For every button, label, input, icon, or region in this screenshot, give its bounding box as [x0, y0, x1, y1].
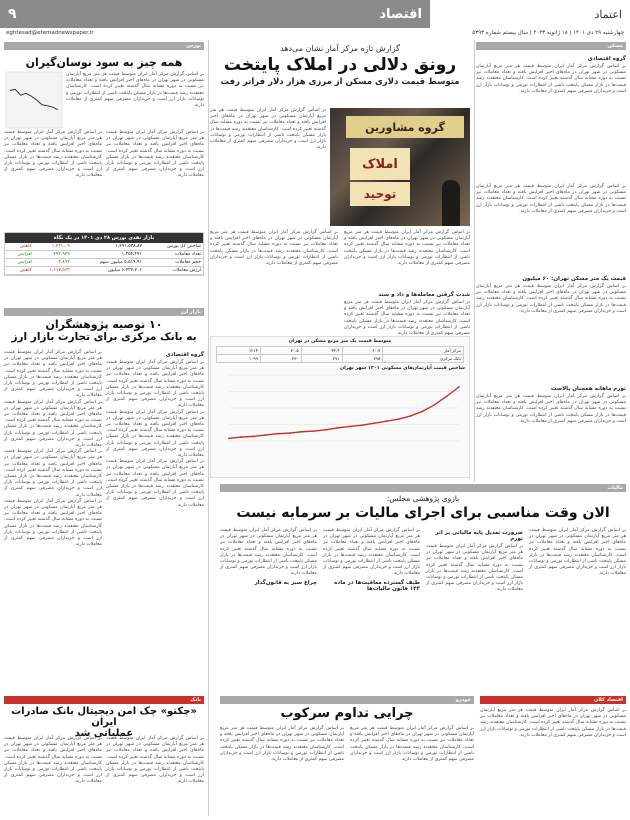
arz-columns	[4, 350, 204, 696]
date-line: چهارشنبه ۲۹ دی ۱۴۰۱ | ۱۸ ژانویه ۲۰۲۳ | سال بیستم شماره ۵۳۹۳	[472, 30, 624, 36]
table-cell: حجم معاملات	[144, 259, 203, 267]
chart-series-line	[229, 387, 459, 438]
chart-point	[264, 434, 266, 436]
lead-col-b	[210, 230, 338, 338]
khodro-col-1: بر اساس گزارش مرکز آمار ایران متوسط قیمت هر متر مربع آپارتمان مسکونی در شهر تهران در ماه‌های اخیر افزایش یافته و تعداد معاملات نیز نسبت به دوره مشابه سال گذشته تغییر کرده است. کارشناسان معتقدند رشد قیمت‌ها در بازار مسکن پایتخت ناشی از انتظارات تورمی و نوسانات بازار ارز است و خریداران مصرفی سهم کمتری از معاملات دارند.	[350, 726, 474, 763]
maliat-col-1	[529, 528, 626, 690]
bank-title-2: عملیاتی شد	[74, 728, 134, 739]
lead-body-1: بر اساس گزارش مرکز آمار ایران متوسط قیمت هر متر مربع آپارتمان مسکونی در شهر تهران در ماه‌های اخیر افزایش یافته و تعداد معاملات نیز نسبت به دوره مشابه سال گذشته تغییر کرده است. کارشناسان معتقدند رشد قیمت‌ها در بازار مسکن پایتخت ناشی از انتظارات تورمی و نوسانات بازار ارز است و خریداران مصرفی سهم کمتری از معاملات دارند.	[210, 108, 326, 151]
maliat-col-4	[220, 528, 317, 690]
chart-point	[458, 386, 460, 388]
chart-point	[289, 432, 291, 434]
table-row	[5, 259, 203, 267]
table-cell: افزایش	[5, 251, 34, 259]
lead-title: رونق دلالی در املاک پایتخت	[223, 55, 457, 75]
table-row	[5, 267, 203, 275]
bourse-text-c: بر اساس گزارش مرکز آمار ایران متوسط قیمت هر متر مربع آپارتمان مسکونی در شهر تهران در ماه‌های اخیر افزایش یافته و تعداد معاملات نیز نسبت به دوره مشابه سال گذشته تغییر کرده است. کارشناسان معتقدند رشد قیمت‌ها در بازار مسکن پایتخت ناشی از انتظارات تورمی و نوسانات بازار ارز است و خریداران مصرفی سهم کمتری از معاملات دارند.	[106, 130, 204, 179]
maskan-byline: گروه اقتصادی	[587, 56, 626, 62]
maliat-sub-2: طیف گسترده معافیت‌ها در ماده ۱۴۳ قانون مالیات‌ها	[334, 579, 420, 592]
table-cell: ارزش معاملات	[144, 267, 203, 275]
table-cell: ۶،۴۳۷،۷۰۶ میلیون	[72, 267, 144, 275]
bourse-table-title: بازار نقدی بورس ۲۸ دی ۱۴۰۱ در یک نگاه	[5, 233, 203, 243]
lead-col-b-text: بر اساس گزارش مرکز آمار ایران متوسط قیمت هر متر مربع آپارتمان مسکونی در شهر تهران در ماه‌های اخیر افزایش یافته و تعداد معاملات نیز نسبت به دوره مشابه سال گذشته تغییر کرده است. کارشناسان معتقدند رشد قیمت‌ها در بازار مسکن پایتخت ناشی از انتظارات تورمی و نوسانات بازار ارز است و خریداران مصرفی سهم کمتری از معاملات دارند.	[210, 230, 338, 267]
bank-col-1: بر اساس گزارش مرکز آمار ایران متوسط قیمت هر متر مربع آپارتمان مسکونی در شهر تهران در ماه‌های اخیر افزایش یافته و تعداد معاملات نیز نسبت به دوره مشابه سال گذشته تغییر کرده است. کارشناسان معتقدند رشد قیمت‌ها در بازار مسکن پایتخت ناشی از انتظارات تورمی و نوسانات بازار ارز است و خریداران مصرفی سهم کمتری از معاملات دارند.	[106, 736, 204, 785]
lead-col-a-text: بر اساس گزارش مرکز آمار ایران متوسط قیمت هر متر مربع آپارتمان مسکونی در شهر تهران در ماه‌های اخیر افزایش یافته و تعداد معاملات نیز نسبت به دوره مشابه سال گذشته تغییر کرده است. کارشناسان معتقدند رشد قیمت‌ها در بازار مسکن پایتخت ناشی از انتظارات تورمی و نوسانات بازار ارز است و خریداران مصرفی سهم کمتری از معاملات دارند.	[344, 230, 470, 267]
maskan-sub-inflation: تورم ماهانه همچنان بالاست	[550, 386, 626, 392]
photo-sign-amlak: املاک	[350, 148, 410, 180]
arz-title-2: به بانک مرکزی برای تجارت بازار ارز	[11, 331, 197, 343]
chart-point	[337, 427, 339, 429]
table-cell: شاخص کل بورس	[144, 243, 203, 251]
table-cell: افزایش	[5, 259, 34, 267]
maliat-col-3	[323, 528, 420, 690]
chart-point	[252, 435, 254, 437]
arz-col-1-text3: بر اساس گزارش مرکز آمار ایران متوسط قیمت هر متر مربع آپارتمان مسکونی در شهر تهران در ماه‌های اخیر افزایش یافته و تعداد معاملات نیز نسبت به دوره مشابه سال گذشته تغییر کرده است. کارشناسان معتقدند رشد قیمت‌ها در بازار مسکن پایتخت ناشی از انتظارات تورمی و نوسانات بازار ارز است و خریداران مصرفی سهم کمتری از معاملات دارند.	[106, 459, 204, 508]
arz-col-1-text: بر اساس گزارش مرکز آمار ایران متوسط قیمت هر متر مربع آپارتمان مسکونی در شهر تهران در ماه‌های اخیر افزایش یافته و تعداد معاملات نیز نسبت به دوره مشابه سال گذشته تغییر کرده است. کارشناسان معتقدند رشد قیمت‌ها در بازار مسکن پایتخت ناشی از انتظارات تورمی و نوسانات بازار ارز است و خریداران مصرفی سهم کمتری از معاملات دارند.	[106, 360, 204, 409]
arz-col-2-text3: بر اساس گزارش مرکز آمار ایران متوسط قیمت هر متر مربع آپارتمان مسکونی در شهر تهران در ماه‌های اخیر افزایش یافته و تعداد معاملات نیز نسبت به دوره مشابه سال گذشته تغییر کرده است. کارشناسان معتقدند رشد قیمت‌ها در بازار مسکن پایتخت ناشی از انتظارات تورمی و نوسانات بازار ارز است و خریداران مصرفی سهم کمتری از معاملات دارند.	[4, 449, 102, 498]
arz-col-2	[4, 350, 102, 696]
arz-col-2-text: بر اساس گزارش مرکز آمار ایران متوسط قیمت هر متر مربع آپارتمان مسکونی در شهر تهران در ماه‌های اخیر افزایش یافته و تعداد معاملات نیز نسبت به دوره مشابه سال گذشته تغییر کرده است. کارشناسان معتقدند رشد قیمت‌ها در بازار مسکن پایتخت ناشی از انتظارات تورمی و نوسانات بازار ارز است و خریداران مصرفی سهم کمتری از معاملات دارند.	[4, 350, 102, 399]
maskan-text-4: بر اساس گزارش مرکز آمار ایران متوسط قیمت هر متر مربع آپارتمان مسکونی در شهر تهران در ماه‌های اخیر افزایش یافته و تعداد معاملات نیز نسبت به دوره مشابه سال گذشته تغییر کرده است. کارشناسان معتقدند رشد قیمت‌ها در بازار مسکن پایتخت ناشی از انتظارات تورمی و نوسانات بازار ارز است و خریداران مصرفی سهم کمتری از معاملات دارند.	[476, 394, 626, 424]
bank-title-1: «چکتو» چک امن دیجیتال بانک صادرات ایران	[11, 706, 197, 728]
photo-person	[442, 180, 460, 226]
chart-point	[373, 422, 375, 424]
chart-table-title: متوسط قیمت یک متر مربع مسکن در تهران	[288, 339, 392, 344]
maliat-col-3-text: بر اساس گزارش مرکز آمار ایران متوسط قیمت هر متر مربع آپارتمان مسکونی در شهر تهران در ماه‌های اخیر افزایش یافته و تعداد معاملات نیز نسبت به دوره مشابه سال گذشته تغییر کرده است. کارشناسان معتقدند رشد قیمت‌ها در بازار مسکن پایتخت ناشی از انتظارات تورمی و نوسانات بازار ارز است و خریداران مصرفی سهم کمتری از معاملات دارند.	[323, 528, 420, 577]
chart-box	[210, 336, 470, 478]
table-cell: ۵،۵۱۹،۹۱ میلیون سهم	[72, 259, 144, 267]
khodro-columns	[220, 726, 474, 816]
mini-table-cell: ۲۳۰	[260, 355, 301, 363]
email-link[interactable]: eghtesad@etemadnewspaper.ir	[6, 30, 94, 36]
bourse-index-chart	[6, 72, 62, 128]
chart-point	[301, 431, 303, 433]
chart-mini-table	[216, 346, 464, 363]
maliat-title: الان وقت مناسبی برای اجرای مالیات بر سرمایه نیست	[236, 505, 610, 521]
strip-bourse: بورس	[4, 42, 204, 50]
arz-col-1-text2: بر اساس گزارش مرکز آمار ایران متوسط قیمت هر متر مربع آپارتمان مسکونی در شهر تهران در ماه‌های اخیر افزایش یافته و تعداد معاملات نیز نسبت به دوره مشابه سال گذشته تغییر کرده است. کارشناسان معتقدند رشد قیمت‌ها در بازار مسکن پایتخت ناشی از انتظارات تورمی و نوسانات بازار ارز است و خریداران مصرفی سهم کمتری از معاملات دارند.	[106, 409, 204, 459]
price-line-chart	[215, 371, 465, 451]
meta-row	[0, 30, 630, 40]
maliat-col-2	[426, 528, 523, 690]
divider-left	[208, 40, 209, 816]
arz-title-1: ۱۰ توصیه پژوهشگران	[45, 318, 163, 331]
lead-photo	[330, 108, 470, 226]
chart-point	[398, 418, 400, 420]
mini-table-cell: ۴۴.۴	[301, 347, 342, 355]
logo-area	[430, 0, 630, 28]
divider-right	[474, 40, 475, 482]
arz-col-1	[106, 350, 204, 696]
bank-head	[4, 706, 204, 739]
chart-point	[313, 430, 315, 432]
maliat-sub-3: چراغ سبز به قانون‌گذار	[254, 579, 317, 586]
chart-point	[325, 429, 327, 431]
table-row	[5, 251, 203, 259]
lead-col-a	[344, 230, 470, 340]
bourse-table	[4, 232, 204, 276]
mini-table-cell: ۱۰۹۹	[217, 355, 261, 363]
strip-bazaar-arz: بازار ارز	[4, 308, 204, 316]
bourse-chart-bg	[6, 72, 62, 128]
table-cell: ۱،۴۳۱،۰۹	[34, 243, 72, 251]
bourse-table-grid	[5, 243, 203, 275]
section-bar	[0, 0, 430, 28]
maliat-columns	[220, 528, 626, 690]
page-header	[0, 0, 630, 28]
table-cell: ۴۹۲،۹۷۹	[34, 251, 72, 259]
bourse-text-a: بر اساس گزارش مرکز آمار ایران متوسط قیمت هر متر مربع آپارتمان مسکونی در شهر تهران در ماه‌های اخیر افزایش یافته و تعداد معاملات نیز نسبت به دوره مشابه سال گذشته تغییر کرده است. کارشناسان معتقدند رشد قیمت‌ها در بازار مسکن پایتخت ناشی از انتظارات تورمی و نوسانات بازار ارز است و خریداران مصرفی سهم کمتری از معاملات دارند.	[66, 72, 204, 109]
maliat-col-4-text: بر اساس گزارش مرکز آمار ایران متوسط قیمت هر متر مربع آپارتمان مسکونی در شهر تهران در ماه‌های اخیر افزایش یافته و تعداد معاملات نیز نسبت به دوره مشابه سال گذشته تغییر کرده است. کارشناسان معتقدند رشد قیمت‌ها در بازار مسکن پایتخت ناشی از انتظارات تورمی و نوسانات بازار ارز است و خریداران مصرفی سهم کمتری از معاملات دارند.	[220, 528, 317, 577]
maskan-sub-price: قیمت یک متر مسکن تهران: ۶۰ میلیون	[522, 276, 626, 282]
mini-table-cell: ۲۹۸	[342, 355, 383, 363]
section-title: اقتصاد	[379, 6, 422, 22]
mini-table-cell: ۳۰.۵	[260, 347, 301, 355]
table-cell: ۱،۳۵۴،۴۷۱	[72, 251, 144, 259]
chart-point	[361, 424, 363, 426]
arz-col-2-text4: بر اساس گزارش مرکز آمار ایران متوسط قیمت هر متر مربع آپارتمان مسکونی در شهر تهران در ماه‌های اخیر افزایش یافته و تعداد معاملات نیز نسبت به دوره مشابه سال گذشته تغییر کرده است. کارشناسان معتقدند رشد قیمت‌ها در بازار مسکن پایتخت ناشی از انتظارات تورمی و نوسانات بازار ارز است و خریداران مصرفی سهم کمتری از معاملات دارند.	[4, 498, 102, 548]
strip-kalan: اقتصاد کلان	[480, 696, 626, 704]
chart-point	[385, 420, 387, 422]
maskan-text-2: بر اساس گزارش مرکز آمار ایران متوسط قیمت هر متر مربع آپارتمان مسکونی در شهر تهران در ماه‌های اخیر افزایش یافته و تعداد معاملات نیز نسبت به دوره مشابه سال گذشته تغییر کرده است. کارشناسان معتقدند رشد قیمت‌ها در بازار مسکن پایتخت ناشی از انتظارات تورمی و نوسانات بازار ارز است و خریداران مصرفی سهم کمتری از معاملات دارند.	[476, 184, 626, 214]
mini-table-cell: بانک مرکزی	[383, 355, 464, 363]
chart-point	[446, 395, 448, 397]
mini-table-cell: ۲۹۱	[301, 355, 342, 363]
lead-col-a-text2: بر اساس گزارش مرکز آمار ایران متوسط قیمت هر متر مربع آپارتمان مسکونی در شهر تهران در ماه‌های اخیر افزایش یافته و تعداد معاملات نیز نسبت به دوره مشابه سال گذشته تغییر کرده است. کارشناسان معتقدند رشد قیمت‌ها در بازار مسکن پایتخت ناشی از انتظارات تورمی و نوسانات بازار ارز است و خریداران مصرفی سهم کمتری از معاملات دارند.	[344, 300, 470, 337]
lead-head	[210, 44, 470, 87]
table-cell: ۱،۶۱۷،۵۶۳	[34, 267, 72, 275]
chart-title: شاخص قیمت آپارتمان‌های مسکونی ۱۴۰۱ شهر تهران	[340, 366, 465, 371]
maskan-text-3: بر اساس گزارش مرکز آمار ایران متوسط قیمت هر متر مربع آپارتمان مسکونی در شهر تهران در ماه‌های اخیر افزایش یافته و تعداد معاملات نیز نسبت به دوره مشابه سال گذشته تغییر کرده است. کارشناسان معتقدند رشد قیمت‌ها در بازار مسکن پایتخت ناشی از انتظارات تورمی و نوسانات بازار ارز است و خریداران مصرفی سهم کمتری از معاملات دارند.	[476, 284, 626, 314]
table-cell: کاهش	[5, 243, 34, 251]
chart-point	[434, 404, 436, 406]
table-cell: تعداد معاملات	[144, 251, 203, 259]
table-cell: کاهش	[5, 267, 34, 275]
page-number: ۹	[8, 6, 17, 22]
arz-head	[4, 318, 204, 343]
arz-byline: گروه اقتصادی	[165, 352, 204, 358]
maskan-column	[476, 54, 626, 424]
bourse-text-b: بر اساس گزارش مرکز آمار ایران متوسط قیمت هر متر مربع آپارتمان مسکونی در شهر تهران در ماه‌های اخیر افزایش یافته و تعداد معاملات نیز نسبت به دوره مشابه سال گذشته تغییر کرده است. کارشناسان معتقدند رشد قیمت‌ها در بازار مسکن پایتخت ناشی از انتظارات تورمی و نوسانات بازار ارز است و خریداران مصرفی سهم کمتری از معاملات دارند.	[4, 130, 102, 179]
strip-maliat: مالیات	[220, 484, 626, 492]
lead-sub-deals: شدت گرفتن معامله‌ها و داد و ستد	[378, 292, 470, 298]
strip-bank: بانک	[4, 696, 204, 704]
maskan-text-1: بر اساس گزارش مرکز آمار ایران متوسط قیمت هر متر مربع آپارتمان مسکونی در شهر تهران در ماه‌های اخیر افزایش یافته و تعداد معاملات نیز نسبت به دوره مشابه سال گذشته تغییر کرده است. کارشناسان معتقدند رشد قیمت‌ها در بازار مسکن پایتخت ناشی از انتظارات تورمی و نوسانات بازار ارز است و خریداران مصرفی سهم کمتری از معاملات دارند.	[476, 64, 626, 94]
lead-subtitle: متوسط قیمت دلاری مسکن از مرزی هزار دلار فراتر رفت	[220, 77, 460, 87]
mini-table-cell: ۶۰.۷	[342, 347, 383, 355]
chart-point	[277, 433, 279, 435]
maliat-head	[220, 494, 626, 521]
arz-col-2-text2: بر اساس گزارش مرکز آمار ایران متوسط قیمت هر متر مربع آپارتمان مسکونی در شهر تهران در ماه‌های اخیر افزایش یافته و تعداد معاملات نیز نسبت به دوره مشابه سال گذشته تغییر کرده است. کارشناسان معتقدند رشد قیمت‌ها در بازار مسکن پایتخت ناشی از انتظارات تورمی و نوسانات بازار ارز است و خریداران مصرفی سهم کمتری از معاملات دارند.	[4, 399, 102, 449]
bank-col-2: بر اساس گزارش مرکز آمار ایران متوسط قیمت هر متر مربع آپارتمان مسکونی در شهر تهران در ماه‌های اخیر افزایش یافته و تعداد معاملات نیز نسبت به دوره مشابه سال گذشته تغییر کرده است. کارشناسان معتقدند رشد قیمت‌ها در بازار مسکن پایتخت ناشی از انتظارات تورمی و نوسانات بازار ارز است و خریداران مصرفی سهم کمتری از معاملات دارند.	[4, 736, 102, 785]
maliat-col-2-text: بر اساس گزارش مرکز آمار ایران متوسط قیمت هر متر مربع آپارتمان مسکونی در شهر تهران در ماه‌های اخیر افزایش یافته و تعداد معاملات نیز نسبت به دوره مشابه سال گذشته تغییر کرده است. کارشناسان معتقدند رشد قیمت‌ها در بازار مسکن پایتخت ناشی از انتظارات تورمی و نوسانات بازار ارز است و خریداران مصرفی سهم کمتری از معاملات دارند.	[426, 544, 523, 593]
strip-khodro: خودرو	[220, 696, 474, 704]
table-cell: ۱،۴۹۱،۵۳۸،۸۷	[72, 243, 144, 251]
chart-point	[349, 426, 351, 428]
chart-point	[228, 437, 230, 439]
photo-sign-tohid: توحید	[350, 182, 410, 206]
paper-logo: اعتماد	[594, 7, 622, 21]
mini-table-cell: ۱۲۱۴	[217, 347, 261, 355]
table-cell: ۲،۸۹۳	[34, 259, 72, 267]
lead-kicker: گزارش تازه مرکز آمار نشان می‌دهد	[280, 44, 400, 53]
maliat-sub-1: ضرورت تعدیل پایه مالیاتی بر اثر تورم	[435, 530, 523, 542]
strip-maskan: مسکن	[476, 42, 626, 50]
table-row	[5, 243, 203, 251]
maliat-col-1-text: بر اساس گزارش مرکز آمار ایران متوسط قیمت هر متر مربع آپارتمان مسکونی در شهر تهران در ماه‌های اخیر افزایش یافته و تعداد معاملات نیز نسبت به دوره مشابه سال گذشته تغییر کرده است. کارشناسان معتقدند رشد قیمت‌ها در بازار مسکن پایتخت ناشی از انتظارات تورمی و نوسانات بازار ارز است و خریداران مصرفی سهم کمتری از معاملات دارند.	[529, 528, 626, 577]
chart-point	[410, 415, 412, 417]
khodro-col-2: بر اساس گزارش مرکز آمار ایران متوسط قیمت هر متر مربع آپارتمان مسکونی در شهر تهران در ماه‌های اخیر افزایش یافته و تعداد معاملات نیز نسبت به دوره مشابه سال گذشته تغییر کرده است. کارشناسان معتقدند رشد قیمت‌ها در بازار مسکن پایتخت ناشی از انتظارات تورمی و نوسانات بازار ارز است و خریداران مصرفی سهم کمتری از معاملات دارند.	[220, 726, 344, 763]
chart-point	[422, 410, 424, 412]
kalan-text: بر اساس گزارش مرکز آمار ایران متوسط قیمت هر متر مربع آپارتمان مسکونی در شهر تهران در ماه‌های اخیر افزایش یافته و تعداد معاملات نیز نسبت به دوره مشابه سال گذشته تغییر کرده است. کارشناسان معتقدند رشد قیمت‌ها در بازار مسکن پایتخت ناشی از انتظارات تورمی و نوسانات بازار ارز است و خریداران مصرفی سهم کمتری از معاملات دارند.	[480, 708, 626, 738]
mini-table-cell: مرکز آمار	[383, 347, 464, 355]
khodro-title: چرایی تداوم سرکوب	[280, 706, 414, 721]
chart-point	[240, 436, 242, 438]
bank-columns	[4, 736, 204, 816]
photo-sign-group: گروه مشاورین	[346, 116, 464, 138]
bourse-title: همه چیز به سود نوسان‌گیران	[25, 56, 183, 69]
maliat-kicker: بازوی پژوهشی مجلس:	[386, 494, 460, 503]
